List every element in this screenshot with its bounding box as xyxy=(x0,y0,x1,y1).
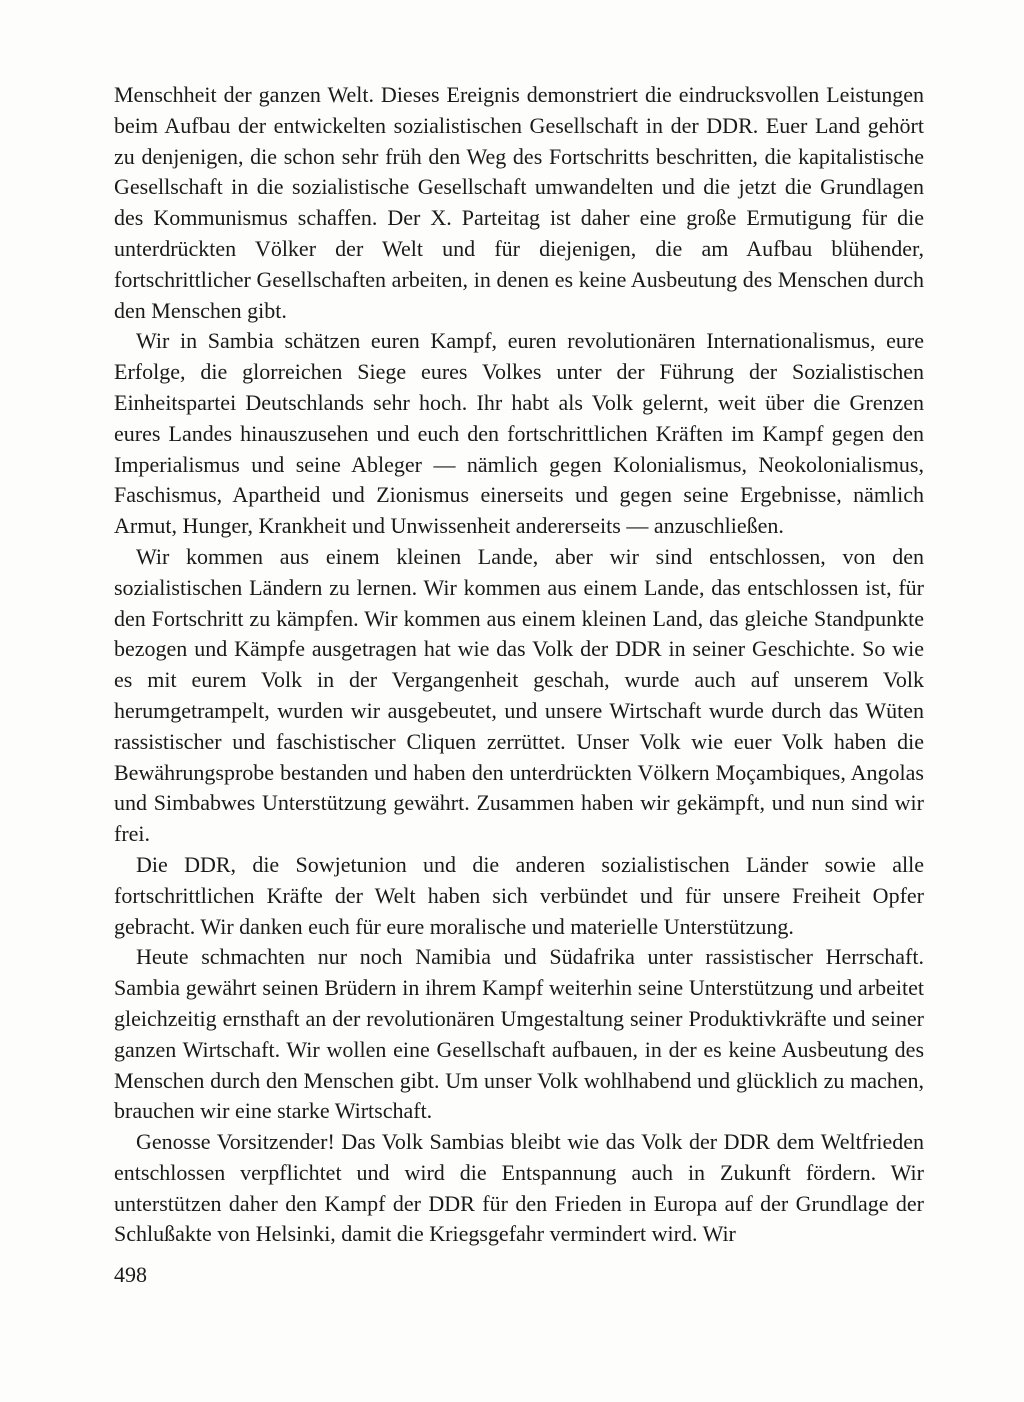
paragraph-3: Wir kommen aus einem kleinen Lande, aber wir sind entschlossen, von den sozialistischen Ländern zu lernen. Wir kommen aus einem Lande, das entschlossen ist, für den Fortschritt zu kämpfen. Wir kommen aus einem kleinen Land, das gleiche Standpunkte bezogen und Kämpfe ausgetragen hat wie das Volk der DDR in seiner Geschichte. So wie es mit eurem Volk in der Vergangenheit geschah, wurde auch auf unserem Volk herumgetrampelt, wurden wir ausgebeutet, und unsere Wirtschaft wurde durch das Wüten rassistischer und faschistischer Cliquen zerrüttet. Unser Volk wie euer Volk haben die Bewährungsprobe bestanden und haben den unterdrückten Völkern Moçambiques, Angolas und Simbabwes Unterstützung gewährt. Zusammen haben wir gekämpft, und nun sind wir frei. xyxy=(114,543,924,847)
body-text xyxy=(114,80,924,1250)
paragraph-2: Wir in Sambia schätzen euren Kampf, euren revolutionären Internationalismus, eure Erfolge, die glorreichen Siege eures Volkes unter der Führung der Sozialistischen Einheitspartei Deutschlands sehr hoch. Ihr habt als Volk gelernt, weit über die Grenzen eures Landes hinauszusehen und euch den fortschrittlichen Kräften im Kampf gegen den Imperialismus und seine Ableger — nämlich gegen Kolonialismus, Neokolonialismus, Faschismus, Apartheid und Zionismus einerseits und gegen seine Ergebnisse, nämlich Armut, Hunger, Krankheit und Unwissenheit andererseits — anzuschließen. xyxy=(114,328,924,539)
paragraph-1: Menschheit der ganzen Welt. Dieses Ereignis demonstriert die eindrucksvollen Leistungen beim Aufbau der entwickelten sozialistischen Gesellschaft in der DDR. Euer Land gehört zu denjenigen, die schon sehr früh den Weg des Fortschritts beschritten, die kapitalistische Gesellschaft in die sozialistische Gesellschaft umwandelten und die jetzt die Grundlagen des Kommunismus schaffen. Der X. Parteitag ist daher eine große Ermutigung für die unterdrückten Völker der Welt und für diejenigen, die am Aufbau blühender, fortschrittlicher Gesellschaften arbeiten, in denen es keine Ausbeutung des Menschen durch den Menschen gibt. xyxy=(114,82,924,323)
page-number: 498 xyxy=(114,1262,147,1287)
paragraph-4: Die DDR, die Sowjetunion und die anderen sozialistischen Länder sowie alle fortschrittlichen Kräfte der Welt haben sich verbündet und für unsere Freiheit Opfer gebracht. Wir danken euch für eure moralische und materielle Unterstützung. xyxy=(114,851,924,939)
paragraph-6: Genosse Vorsitzender! Das Volk Sambias bleibt wie das Volk der DDR dem Weltfrieden entschlossen verpflichtet und wird die Entspannung auch in Zukunft fördern. Wir unterstützen daher den Kampf der DDR für den Frieden in Europa auf der Grundlage der Schlußakte von Helsinki, damit die Kriegsgefahr vermindert wird. Wir xyxy=(114,1129,924,1247)
paragraph-5: Heute schmachten nur noch Namibia und Südafrika unter rassistischer Herrschaft. Sambia gewährt seinen Brüdern in ihrem Kampf weiterhin seine Unterstützung und arbeitet gleichzeitig ernsthaft an der revolutionären Umgestaltung seiner Produktivkräfte und seiner ganzen Wirtschaft. Wir wollen eine Gesellschaft aufbauen, in der es keine Ausbeutung des Menschen durch den Menschen gibt. Um unser Volk wohlhabend und glücklich zu machen, brauchen wir eine starke Wirtschaft. xyxy=(114,944,924,1124)
